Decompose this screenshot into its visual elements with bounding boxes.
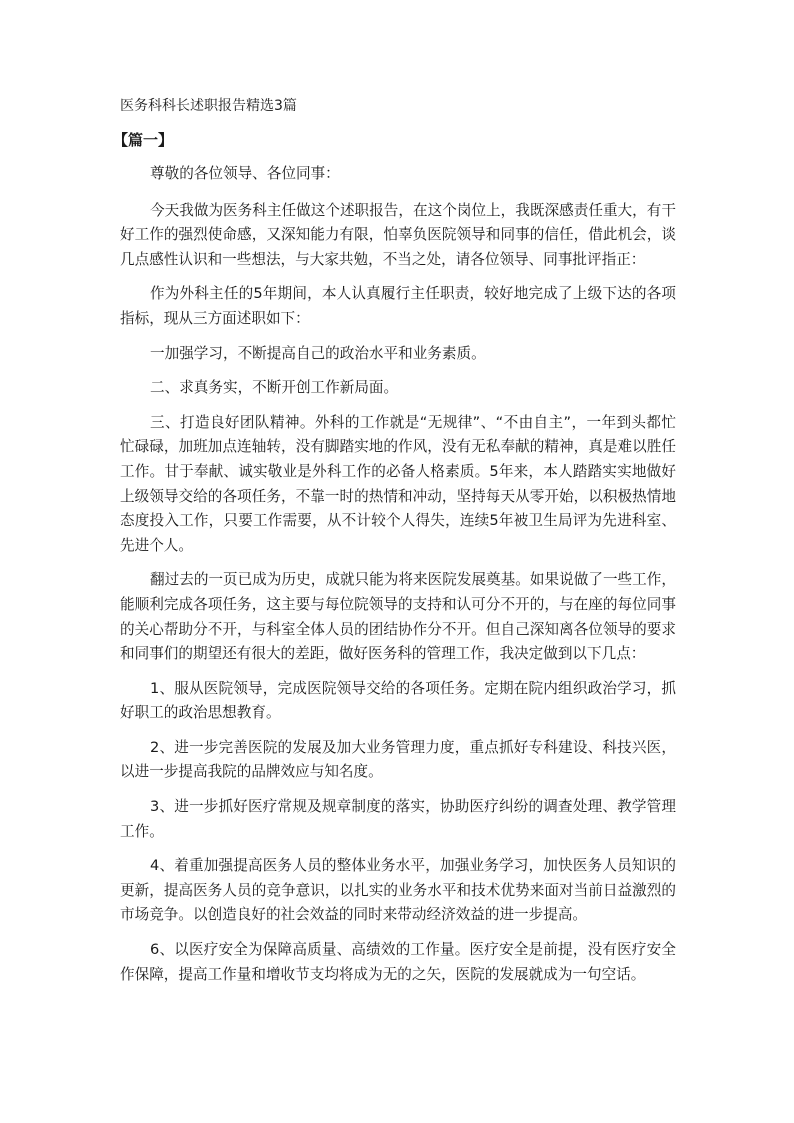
plan-item-3: 3、进一步抓好医疗常规及规章制度的落实，协助医疗纠纷的调查处理、教学管理工作。 bbox=[120, 798, 676, 840]
reflection-paragraph: 翻过去的一页已成为历史，成就只能为将来医院发展奠基。如果说做了一些工作，能顺利完成各项任务，这主要与每位院领导的支持和认可分不开的，与在座的每位同事的关心帮助分不开，与科室全体人员的团结协作分不开。但自己深知离各位领导的要求和同事们的期望还有很大的差距，做好医务科的管理工作，我决定做到以下几点： bbox=[120, 571, 676, 663]
plan-item-2: 2、进一步完善医院的发展及加大业务管理力度，重点抓好专科建设、科技兴医，以进一步提高我院的品牌效应与知名度。 bbox=[120, 738, 676, 781]
plan-item-4: 4、着重加强提高医务人员的整体业务水平，加强业务学习，加快医务人员知识的更新，提高医务人员的竞争意识，以扎实的业务水平和技术优势来面对当前日益激烈的市场竞争。以创造良好的社会效益的同时来带动经济效益的进一步提高。 bbox=[120, 857, 676, 924]
point-one-paragraph: 一加强学习，不断提高自己的政治水平和业务素质。 bbox=[150, 344, 486, 362]
point-two-paragraph: 二、求真务实，不断开创工作新局面。 bbox=[150, 379, 399, 397]
point-three-paragraph: 三、打造良好团队精神。外科的工作就是“无规律”、“不由自主”，一年到头都忙忙碌碌，加班加点连轴转，没有脚踏实地的作风，没有无私奉献的精神，真是难以胜任工作。甘于奉献、诚实敬业是外科工作的必备人格素质。5年来，本人踏踏实实地做好上级领导交给的各项任务，不靠一时的热情和冲动，坚持每天从零开始，以积极热情地态度投入工作，只要工作需要，从不计较个人得失，连续5年被卫生局评为先进科室、先进个人。 bbox=[120, 413, 676, 554]
greeting-paragraph: 尊敬的各位领导、各位同事： bbox=[150, 165, 340, 182]
document-body bbox=[120, 162, 676, 997]
plan-item-6: 6、以医疗安全为保障高质量、高绩效的工作量。医疗安全是前提，没有医疗安全作保障，提高工作量和增收节支均将成为无的之矢，医院的发展就成为一句空话。 bbox=[120, 941, 676, 983]
document-title: 医务科科长述职报告精选3篇 bbox=[120, 98, 297, 114]
plan-item-1: 1、服从医院领导，完成医院领导交给的各项任务。定期在院内组织政治学习，抓好职工的政治思想教育。 bbox=[120, 679, 676, 722]
summary-paragraph: 作为外科主任的5年期间，本人认真履行主任职责，较好地完成了上级下达的各项指标，现从三方面述职如下： bbox=[120, 285, 676, 327]
intro-paragraph: 今天我做为医务科主任做这个述职报告，在这个岗位上，我既深感责任重大，有干好工作的强烈使命感，又深知能力有限，怕辜负医院领导和同事的信任，借此机会，谈几点感性认识和一些想法，与大家共勉，不当之处，请各位领导、同事批评指正： bbox=[120, 201, 676, 268]
section-heading: 【篇一】 bbox=[113, 131, 174, 149]
